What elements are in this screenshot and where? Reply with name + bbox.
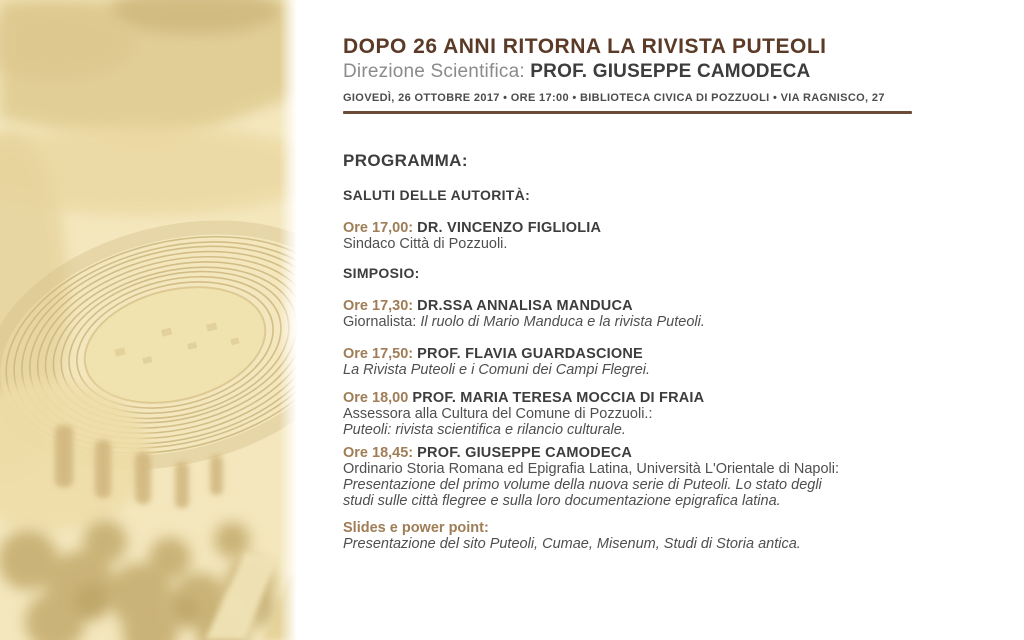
entry-time: Ore 17,50: <box>343 346 414 362</box>
entry-talk-title: Il ruolo di Mario Manduca e la rivista Puteoli. <box>420 314 705 330</box>
slides-description: Presentazione del sito Puteoli, Cumae, Misenum, Studi di Storia antica. <box>343 536 801 552</box>
program-entry <box>343 298 915 330</box>
divider-rule <box>343 111 912 114</box>
entry-description <box>343 314 915 330</box>
entry-talk-title: Puteoli: rivista scientifica e rilancio culturale. <box>343 422 626 438</box>
entry-speaker: PROF. GIUSEPPE CAMODECA <box>417 445 633 461</box>
program-entry <box>343 220 915 252</box>
entry-talk-title: La Rivista Puteoli e i Comuni dei Campi Flegrei. <box>343 362 651 378</box>
program-entry <box>343 346 915 378</box>
entry-description <box>343 362 915 378</box>
entry-head <box>343 520 915 536</box>
entry-time: Ore 18,00 <box>343 390 409 406</box>
entry-speaker: PROF. FLAVIA GUARDASCIONE <box>417 346 643 362</box>
entry-description <box>343 236 915 252</box>
program-heading: PROGRAMMA: <box>343 151 468 170</box>
entry-speaker: DR. VINCENZO FIGLIOLIA <box>417 220 602 236</box>
entry-role: Assessora alla Cultura del Comune di Pozzuoli.: <box>343 406 653 422</box>
entry-head <box>343 220 915 236</box>
entry-head <box>343 298 915 314</box>
entry-time: Ore 17,30: <box>343 298 414 314</box>
program-entry <box>343 390 915 438</box>
amphitheater-photo <box>0 0 297 640</box>
entry-head <box>343 346 915 362</box>
entry-speaker: PROF. MARIA TERESA MOCCIA DI FRAIA <box>412 390 705 406</box>
section-simposio-heading: SIMPOSIO: <box>343 265 420 281</box>
entry-head <box>343 390 915 406</box>
entry-speaker: DR.SSA ANNALISA MANDUCA <box>417 298 633 314</box>
entry-talk-title-line2: studi sulle città flegree e sulla loro documentazione epigrafica latina. <box>343 493 781 509</box>
subtitle-label: Direzione Scientifica: <box>343 61 531 82</box>
program-entry <box>343 445 915 509</box>
entry-role: Giornalista: <box>343 314 421 330</box>
entry-role: Sindaco Città di Pozzuoli. <box>343 236 508 252</box>
slides-label: Slides e power point: <box>343 520 489 536</box>
entry-talk-title-line1: Presentazione del primo volume della nuova serie di Puteoli. Lo stato degli <box>343 477 822 493</box>
entry-role: Ordinario Storia Romana ed Epigrafia Latina, Università L'Orientale di Napoli: <box>343 461 840 477</box>
program-entry-slides <box>343 520 915 552</box>
entry-time: Ore 18,45: <box>343 445 414 461</box>
entry-head <box>343 445 915 461</box>
event-subtitle <box>343 61 915 82</box>
entry-time: Ore 17,00: <box>343 220 414 236</box>
event-date-location: GIOVEDÌ, 26 OTTOBRE 2017 • ORE 17:00 • BIBLIOTECA CIVICA DI POZZUOLI • VIA RAGNISCO, 27 <box>343 92 885 104</box>
section-saluti-heading: SALUTI DELLE AUTORITÀ: <box>343 187 531 203</box>
program-content <box>343 0 915 552</box>
scientific-director-name: PROF. GIUSEPPE CAMODECA <box>530 61 811 82</box>
event-title: DOPO 26 ANNI RITORNA LA RIVISTA PUTEOLI <box>343 35 827 58</box>
